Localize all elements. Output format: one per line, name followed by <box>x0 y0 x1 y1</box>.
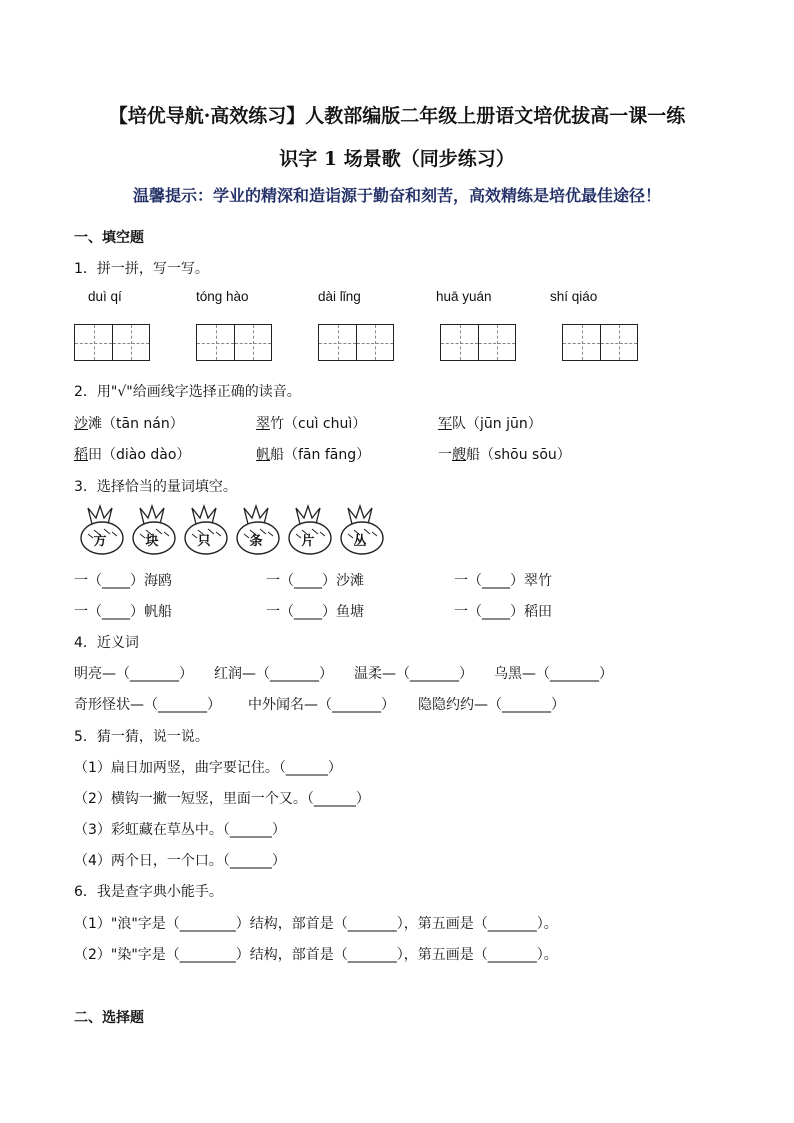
pinyin-3: dài lǐng <box>318 289 361 304</box>
pinyin-2: tóng hào <box>196 289 249 304</box>
riddle-3[interactable]: （3）彩虹藏在草丛中。（______） <box>74 822 286 838</box>
riddle-1[interactable]: （1）扁日加两竖，曲字要记住。（______） <box>74 760 342 776</box>
pineapple-icon <box>230 504 282 556</box>
writing-grid-4[interactable] <box>440 324 516 361</box>
reading-item-4: 稻田（diào dào） <box>74 447 191 463</box>
dictionary-item-2[interactable]: （2）"染"字是（________）结构，部首是（_______），第五画是（_______）。 <box>74 947 558 963</box>
writing-grid-5[interactable] <box>562 324 638 361</box>
reading-item-1: 沙滩（tān nán） <box>74 416 184 432</box>
measure-word: 块 <box>145 534 159 549</box>
measure-blank-4[interactable]: 一（____）帆船 <box>74 604 172 620</box>
synonym-blank-1[interactable]: 明亮—（_______） <box>74 666 193 682</box>
pinyin-5: shí qiáo <box>550 289 598 304</box>
question-3-prompt: 3．选择恰当的量词填空。 <box>74 479 237 495</box>
measure-blank-3[interactable]: 一（____）翠竹 <box>454 573 552 589</box>
synonym-blank-3[interactable]: 温柔—（_______） <box>354 666 473 682</box>
measure-blank-5[interactable]: 一（____）鱼塘 <box>266 604 364 620</box>
measure-word: 片 <box>301 534 315 549</box>
pineapple-icon <box>178 504 230 556</box>
pineapple-icon <box>282 504 334 556</box>
synonym-blank-4[interactable]: 乌黑—（_______） <box>494 666 613 682</box>
synonym-blank-5[interactable]: 奇形怪状—（_______） <box>74 697 221 713</box>
question-4-prompt: 4．近义词 <box>74 635 139 651</box>
measure-word: 条 <box>249 534 263 549</box>
measure-blank-6[interactable]: 一（____）稻田 <box>454 604 552 620</box>
pinyin-1: duì qí <box>88 289 122 304</box>
question-2-prompt: 2．用"√"给画线字选择正确的读音。 <box>74 384 301 400</box>
pinyin-4: huā yuán <box>436 289 492 304</box>
measure-word: 方 <box>93 534 107 549</box>
writing-grid-1[interactable] <box>74 324 150 361</box>
riddle-4[interactable]: （4）两个日，一个口。（______） <box>74 853 286 869</box>
dictionary-item-1[interactable]: （1）"浪"字是（________）结构，部首是（_______），第五画是（_______）。 <box>74 916 558 932</box>
measure-blank-2[interactable]: 一（____）沙滩 <box>266 573 364 589</box>
question-5-prompt: 5．猜一猜，说一说。 <box>74 729 209 745</box>
document-title: 【培优导航·高效练习】人教部编版二年级上册语文培优拔高一课一练 <box>108 105 686 127</box>
pineapple-icon <box>334 504 386 556</box>
reading-item-2: 翠竹（cuì chuì） <box>256 416 367 432</box>
measure-word: 只 <box>197 534 211 549</box>
reading-item-5: 帆船（fān fāng） <box>256 447 371 463</box>
pineapple-icon <box>74 504 126 556</box>
pineapple-icon <box>126 504 178 556</box>
section-heading-multiple-choice: 二、选择题 <box>74 1010 144 1026</box>
riddle-2[interactable]: （2）横钩一撇一短竖，里面一个又。（______） <box>74 791 370 807</box>
tip-text: 温馨提示：学业的精深和造诣源于勤奋和刻苦，高效精练是培优最佳途径！ <box>132 186 661 205</box>
writing-grid-2[interactable] <box>196 324 272 361</box>
question-1-prompt: 1．拼一拼，写一写。 <box>74 261 209 277</box>
measure-word: 丛 <box>353 534 367 549</box>
synonym-blank-6[interactable]: 中外闻名—（_______） <box>248 697 395 713</box>
synonym-blank-7[interactable]: 隐隐约约—（_______） <box>418 697 565 713</box>
writing-grid-3[interactable] <box>318 324 394 361</box>
section-heading-fill-blank: 一、填空题 <box>74 230 144 246</box>
document-subtitle: 识字 1 场景歌（同步练习） <box>279 148 515 170</box>
reading-item-3: 军队（jūn jūn） <box>438 416 542 432</box>
measure-blank-1[interactable]: 一（____）海鸥 <box>74 573 172 589</box>
reading-item-6: 一艘船（shōu sōu） <box>438 447 571 463</box>
question-6-prompt: 6．我是查字典小能手。 <box>74 884 223 900</box>
synonym-blank-2[interactable]: 红润—（_______） <box>214 666 333 682</box>
